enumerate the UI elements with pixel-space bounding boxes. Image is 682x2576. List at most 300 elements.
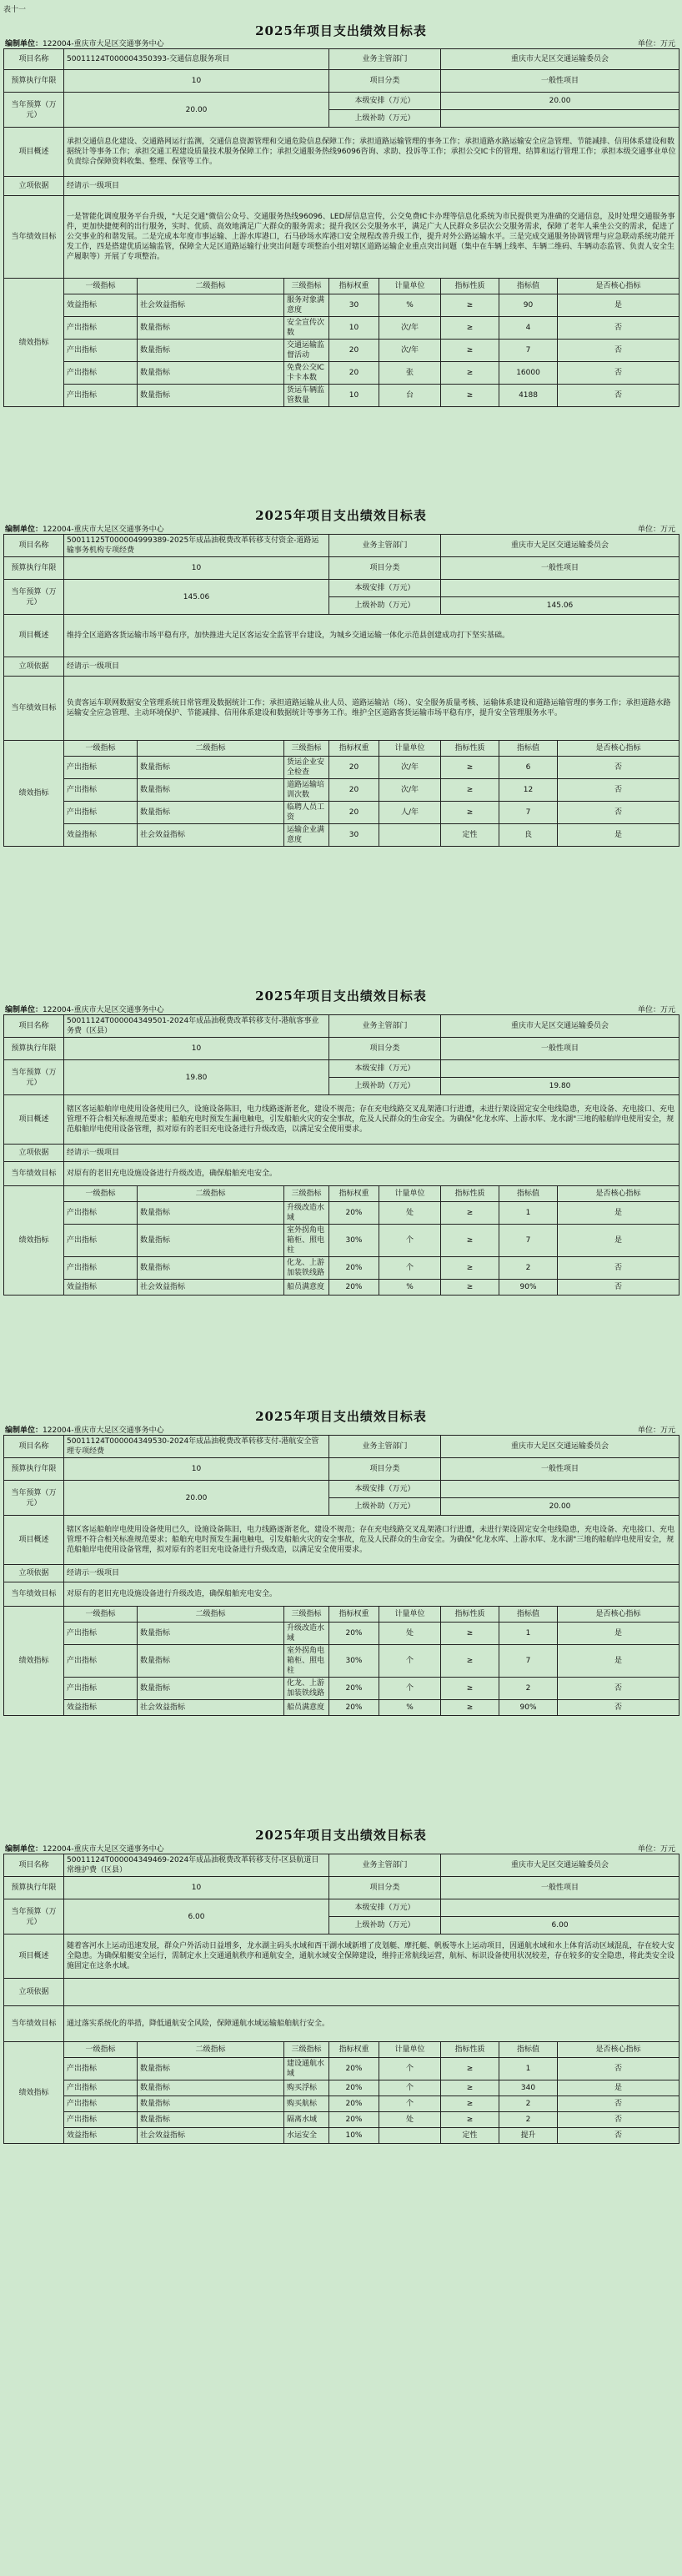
indicator-row — [4, 1623, 679, 1645]
level1-cell: 产出指标 — [64, 1678, 138, 1700]
basis-value: 经请示一级项目 — [64, 1565, 679, 1582]
level1-cell: 效益指标 — [64, 294, 138, 317]
indicator-header-row — [4, 741, 679, 757]
row-project-name — [4, 1436, 679, 1458]
nature-cell: ≥ — [441, 340, 499, 362]
overview-label: 项目概述 — [4, 1095, 64, 1145]
value-cell: 1 — [499, 2058, 558, 2080]
indicator-col-header: 指标权重 — [329, 2042, 379, 2058]
value-cell: 7 — [499, 802, 558, 824]
value-cell: 良 — [499, 824, 558, 847]
level3-cell: 货运车辆监管数量 — [284, 385, 329, 407]
project-name-value: 50011124T000004349469-2024年成品油税费改革转移支付-区县航道日常维护费（区县） — [64, 1854, 329, 1877]
period-value: 10 — [64, 557, 329, 580]
indicator-col-header: 是否核心指标 — [558, 2042, 679, 2058]
performance-table — [3, 1854, 679, 2144]
indicator-row — [4, 1700, 679, 1716]
nature-cell: ≥ — [441, 1678, 499, 1700]
weight-cell: 30% — [329, 1645, 379, 1678]
upper-value — [441, 110, 679, 128]
row-overview — [4, 1516, 679, 1565]
project-name-value: 50011125T000004999389-2025年成品油税费改革转移支付资金-道路运输事务机构专项经费 — [64, 535, 329, 557]
goal-value: 对原有的老旧充电设施设备进行升级改造，确保船舶充电安全。 — [64, 1162, 679, 1186]
unit-cell: 个 — [379, 2080, 441, 2096]
upper-label: 上级补助（万元） — [329, 1498, 441, 1516]
overview-label: 项目概述 — [4, 1935, 64, 1979]
basis-value — [64, 1979, 679, 2006]
indicator-row — [4, 824, 679, 847]
level3-cell: 货运企业安全检查 — [284, 757, 329, 779]
row-period — [4, 1038, 679, 1060]
sheet-meta — [0, 37, 682, 48]
dept-value: 重庆市大足区交通运输委员会 — [441, 535, 679, 557]
sheet-title: 2025年项目支出绩效目标表 — [255, 23, 427, 38]
core-cell: 否 — [558, 779, 679, 802]
performance-sheet — [0, 497, 682, 847]
indicator-col-header: 三级指标 — [284, 279, 329, 294]
category-value: 一般性项目 — [441, 1458, 679, 1481]
compiling-unit — [5, 523, 164, 534]
weight-cell: 10 — [329, 385, 379, 407]
level2-cell: 社会效益指标 — [138, 824, 284, 847]
row-basis — [4, 177, 679, 196]
unit-cell — [379, 2128, 441, 2144]
level2-cell: 数量指标 — [138, 779, 284, 802]
indicator-col-header: 指标值 — [499, 741, 558, 757]
performance-sheet — [0, 13, 682, 407]
nature-cell: ≥ — [441, 1225, 499, 1257]
unit-cell: 张 — [379, 362, 441, 385]
basis-value: 经请示一级项目 — [64, 1145, 679, 1162]
current-label: 本级安排（万元） — [329, 93, 441, 110]
indicator-row — [4, 385, 679, 407]
level2-cell: 数量指标 — [138, 2112, 284, 2128]
goal-value: 通过落实系统化的举措，降低通航安全风险，保障通航水域运输船舶航行安全。 — [64, 2006, 679, 2042]
row-goal — [4, 1582, 679, 1607]
level2-cell: 数量指标 — [138, 1225, 284, 1257]
indicator-col-header: 三级指标 — [284, 1186, 329, 1202]
nature-cell: ≥ — [441, 2112, 499, 2128]
indicator-row — [4, 779, 679, 802]
level2-cell: 数量指标 — [138, 1257, 284, 1280]
level3-cell: 室外拐角电箱柜、照电柱 — [284, 1225, 329, 1257]
indicators-label: 绩效指标 — [4, 1607, 64, 1716]
nature-cell: ≥ — [441, 779, 499, 802]
value-cell: 提升 — [499, 2128, 558, 2144]
goal-label: 当年绩效目标 — [4, 1162, 64, 1186]
project-name-value: 50011124T000004350393-交通信息服务项目 — [64, 49, 329, 70]
weight-cell: 20 — [329, 757, 379, 779]
indicator-header-row — [4, 1186, 679, 1202]
dept-label: 业务主管部门 — [329, 1436, 441, 1458]
upper-label: 上级补助（万元） — [329, 110, 441, 128]
compiling-unit-label: 编制单位： — [5, 39, 43, 48]
level3-cell: 临聘人员工资 — [284, 802, 329, 824]
row-goal — [4, 2006, 679, 2042]
compiling-unit-value: 122004-重庆市大足区交通事务中心 — [43, 1005, 164, 1014]
category-label: 项目分类 — [329, 70, 441, 93]
indicator-col-header: 计量单位 — [379, 741, 441, 757]
nature-cell: ≥ — [441, 385, 499, 407]
performance-sheet — [0, 1817, 682, 2144]
upper-value: 19.80 — [441, 1078, 679, 1095]
compiling-unit — [5, 1424, 164, 1435]
indicator-col-header: 计量单位 — [379, 279, 441, 294]
nature-cell: ≥ — [441, 317, 499, 340]
indicator-row — [4, 2112, 679, 2128]
period-value: 10 — [64, 1877, 329, 1899]
dept-label: 业务主管部门 — [329, 49, 441, 70]
nature-cell: ≥ — [441, 1623, 499, 1645]
row-basis — [4, 1979, 679, 2006]
sheet-title: 2025年项目支出绩效目标表 — [255, 1409, 427, 1424]
level2-cell: 数量指标 — [138, 2080, 284, 2096]
row-goal — [4, 196, 679, 279]
core-cell: 否 — [558, 1257, 679, 1280]
level2-cell: 数量指标 — [138, 1202, 284, 1225]
level3-cell: 道路运输培训次数 — [284, 779, 329, 802]
current-label: 本级安排（万元） — [329, 580, 441, 597]
level3-cell: 室外拐角电箱柜、照电柱 — [284, 1645, 329, 1678]
level3-cell: 升级改造水域 — [284, 1623, 329, 1645]
indicator-row — [4, 2058, 679, 2080]
indicator-col-header: 三级指标 — [284, 2042, 329, 2058]
indicators-label: 绩效指标 — [4, 741, 64, 847]
level1-cell: 产出指标 — [64, 1623, 138, 1645]
level1-cell: 产出指标 — [64, 1225, 138, 1257]
core-cell: 否 — [558, 1678, 679, 1700]
upper-value: 6.00 — [441, 1917, 679, 1935]
unit-cell: % — [379, 1700, 441, 1716]
indicator-col-header: 是否核心指标 — [558, 279, 679, 294]
sheet-meta — [0, 1423, 682, 1435]
weight-cell: 20% — [329, 1280, 379, 1296]
dept-label: 业务主管部门 — [329, 1854, 441, 1877]
budget-value: 145.06 — [64, 580, 329, 615]
indicator-col-header: 指标权重 — [329, 1607, 379, 1623]
core-cell: 否 — [558, 385, 679, 407]
weight-cell: 30% — [329, 1225, 379, 1257]
period-label: 预算执行年限 — [4, 1877, 64, 1899]
value-cell: 90 — [499, 294, 558, 317]
overview-value: 随着客河水上运动迅速发展，群众户外活动日益增多，龙水湖主码头水域和西干湖水域新增了皮划艇、摩托艇、帆板等水上运动项目，因通航水域和水上体育活动区域混乱，存在较大安全隐患。为确保船艇安全运行，需制定水上交通通航秩序和通航安全，通航水域安全保障建设，维持正常航线运营，航标、标识设备使用状况较差，存在较多的安全隐患，将此类安全设施固定在这条水域。 — [64, 1935, 679, 1979]
indicator-col-header: 一级指标 — [64, 2042, 138, 2058]
value-cell: 90% — [499, 1700, 558, 1716]
level1-cell: 产出指标 — [64, 317, 138, 340]
dept-value: 重庆市大足区交通运输委员会 — [441, 1436, 679, 1458]
level2-cell: 社会效益指标 — [138, 1700, 284, 1716]
row-period — [4, 70, 679, 93]
level3-cell: 升级改造水域 — [284, 1202, 329, 1225]
compiling-unit-label: 编制单位： — [5, 1844, 43, 1854]
core-cell: 否 — [558, 340, 679, 362]
value-cell: 2 — [499, 2112, 558, 2128]
indicator-col-header: 是否核心指标 — [558, 1186, 679, 1202]
unit-cell: 次/年 — [379, 757, 441, 779]
current-value — [441, 1899, 679, 1917]
basis-label: 立项依据 — [4, 177, 64, 196]
row-project-name — [4, 1854, 679, 1877]
upper-value: 20.00 — [441, 1498, 679, 1516]
upper-label: 上级补助（万元） — [329, 1917, 441, 1935]
indicator-col-header: 一级指标 — [64, 279, 138, 294]
row-budget — [4, 93, 679, 110]
current-label: 本级安排（万元） — [329, 1899, 441, 1917]
weight-cell: 20% — [329, 1623, 379, 1645]
basis-value: 经请示一级项目 — [64, 657, 679, 677]
indicator-col-header: 三级指标 — [284, 1607, 329, 1623]
nature-cell: ≥ — [441, 294, 499, 317]
upper-label: 上级补助（万元） — [329, 1078, 441, 1095]
level3-cell: 化龙、上游加装铁线路 — [284, 1257, 329, 1280]
value-cell: 90% — [499, 1280, 558, 1296]
nature-cell: ≥ — [441, 2096, 499, 2112]
category-value: 一般性项目 — [441, 1038, 679, 1060]
indicator-row — [4, 340, 679, 362]
unit-cell: % — [379, 1280, 441, 1296]
compiling-unit-label: 编制单位： — [5, 525, 43, 534]
level3-cell: 免费公交IC卡卡本数 — [284, 362, 329, 385]
row-period — [4, 1877, 679, 1899]
project-name-label: 项目名称 — [4, 535, 64, 557]
row-project-name — [4, 535, 679, 557]
goal-value: 一是智能化调度服务平台升级，"大足交通"微信公众号、交通服务热线96096、LED屏信息宣传，公交免费IC卡办理等信息化系统为市民提供更为准确的交通信息，及时处理交通服务事件，更加快捷便利的出行服务，实时、优质、高效地满足广大群众的服务需求；提升我区公交服务水平，满足广大人民群众多层次公交服务需求，保障了老年人乘坐公交的需求，促进了公交事业的和谐发展。二是完成本年度市事运输、上游水库港口，石马砂场水库港口安全规程改善升级工作，提升对外公路运输水平。三是完成交通服务协调管理与应急联动系统功能开发工作，四是搭建优质运输监管，保障全大足区道路运输行业突出问题专项整治小组对辖区道路运输企业重点突出问题（集中在车辆上线率、车辆二维码、车辆动态监管、负责人安全生产履职等）开展了专项整治。 — [64, 196, 679, 279]
unit-cell: 个 — [379, 1645, 441, 1678]
value-cell: 340 — [499, 2080, 558, 2096]
category-label: 项目分类 — [329, 1038, 441, 1060]
indicator-row — [4, 1202, 679, 1225]
indicator-col-header: 指标性质 — [441, 1607, 499, 1623]
dept-value: 重庆市大足区交通运输委员会 — [441, 1854, 679, 1877]
row-overview — [4, 615, 679, 657]
upper-value: 145.06 — [441, 597, 679, 615]
period-label: 预算执行年限 — [4, 70, 64, 93]
level2-cell: 社会效益指标 — [138, 2128, 284, 2144]
category-label: 项目分类 — [329, 557, 441, 580]
level2-cell: 社会效益指标 — [138, 294, 284, 317]
nature-cell: ≥ — [441, 757, 499, 779]
unit-cell: 次/年 — [379, 779, 441, 802]
upper-label: 上级补助（万元） — [329, 597, 441, 615]
core-cell: 否 — [558, 2128, 679, 2144]
indicator-row — [4, 1225, 679, 1257]
current-label: 本级安排（万元） — [329, 1481, 441, 1498]
core-cell: 是 — [558, 1202, 679, 1225]
indicator-col-header: 一级指标 — [64, 1186, 138, 1202]
level2-cell: 数量指标 — [138, 1645, 284, 1678]
period-value: 10 — [64, 70, 329, 93]
goal-label: 当年绩效目标 — [4, 2006, 64, 2042]
row-basis — [4, 1565, 679, 1582]
budget-label: 当年预算（万元） — [4, 1481, 64, 1516]
level1-cell: 产出指标 — [64, 385, 138, 407]
value-cell: 7 — [499, 1645, 558, 1678]
unit-label: 单位：万元 — [637, 1005, 675, 1014]
indicators-label: 绩效指标 — [4, 279, 64, 407]
level3-cell: 建设通航水域 — [284, 2058, 329, 2080]
level1-cell: 产出指标 — [64, 2112, 138, 2128]
indicator-header-row — [4, 1607, 679, 1623]
compiling-unit-value: 122004-重庆市大足区交通事务中心 — [43, 39, 164, 48]
category-value: 一般性项目 — [441, 1877, 679, 1899]
level3-cell: 购买浮标 — [284, 2080, 329, 2096]
level1-cell: 产出指标 — [64, 757, 138, 779]
unit-cell: % — [379, 294, 441, 317]
weight-cell: 20 — [329, 362, 379, 385]
weight-cell: 20% — [329, 2058, 379, 2080]
level1-cell: 产出指标 — [64, 2096, 138, 2112]
budget-label: 当年预算（万元） — [4, 580, 64, 615]
compiling-unit-value: 122004-重庆市大足区交通事务中心 — [43, 1426, 164, 1435]
row-basis — [4, 657, 679, 677]
goal-label: 当年绩效目标 — [4, 677, 64, 741]
row-budget — [4, 580, 679, 597]
nature-cell: 定性 — [441, 824, 499, 847]
project-name-label: 项目名称 — [4, 49, 64, 70]
level1-cell: 产出指标 — [64, 1257, 138, 1280]
indicator-row — [4, 1280, 679, 1296]
indicator-col-header: 一级指标 — [64, 1607, 138, 1623]
goal-label: 当年绩效目标 — [4, 196, 64, 279]
value-cell: 1 — [499, 1623, 558, 1645]
level2-cell: 数量指标 — [138, 2058, 284, 2080]
period-value: 10 — [64, 1038, 329, 1060]
core-cell: 否 — [558, 802, 679, 824]
indicator-row — [4, 2080, 679, 2096]
compiling-unit-value: 122004-重庆市大足区交通事务中心 — [43, 525, 164, 534]
indicator-row — [4, 317, 679, 340]
indicator-col-header: 指标值 — [499, 1186, 558, 1202]
budget-label: 当年预算（万元） — [4, 1060, 64, 1095]
overview-label: 项目概述 — [4, 128, 64, 177]
performance-table — [3, 534, 679, 847]
row-project-name — [4, 49, 679, 70]
project-name-value: 50011124T000004349501-2024年成品油税费改革转移支付-港航客事业务费（区县） — [64, 1015, 329, 1038]
value-cell: 2 — [499, 1257, 558, 1280]
unit-cell: 次/年 — [379, 317, 441, 340]
basis-label: 立项依据 — [4, 1565, 64, 1582]
budget-value: 20.00 — [64, 1481, 329, 1516]
weight-cell: 20 — [329, 340, 379, 362]
level3-cell: 交通运输监督活动 — [284, 340, 329, 362]
compiling-unit — [5, 1843, 164, 1854]
indicator-header-row — [4, 279, 679, 294]
unit-cell: 处 — [379, 1623, 441, 1645]
level1-cell: 产出指标 — [64, 340, 138, 362]
performance-table — [3, 1435, 679, 1716]
budget-label: 当年预算（万元） — [4, 93, 64, 128]
core-cell: 否 — [558, 2112, 679, 2128]
current-value — [441, 1060, 679, 1078]
budget-value: 19.80 — [64, 1060, 329, 1095]
unit-cell: 处 — [379, 2112, 441, 2128]
value-cell: 6 — [499, 757, 558, 779]
indicator-col-header: 二级指标 — [138, 279, 284, 294]
overview-label: 项目概述 — [4, 615, 64, 657]
level1-cell: 效益指标 — [64, 1280, 138, 1296]
indicator-col-header: 指标值 — [499, 2042, 558, 2058]
value-cell: 12 — [499, 779, 558, 802]
weight-cell: 20% — [329, 2112, 379, 2128]
basis-label: 立项依据 — [4, 1145, 64, 1162]
indicators-label: 绩效指标 — [4, 2042, 64, 2144]
indicator-col-header: 是否核心指标 — [558, 741, 679, 757]
level2-cell: 社会效益指标 — [138, 1280, 284, 1296]
weight-cell: 30 — [329, 294, 379, 317]
value-cell: 2 — [499, 1678, 558, 1700]
indicator-col-header: 指标权重 — [329, 1186, 379, 1202]
nature-cell: 定性 — [441, 2128, 499, 2144]
dept-value: 重庆市大足区交通运输委员会 — [441, 1015, 679, 1038]
indicator-row — [4, 1645, 679, 1678]
level2-cell: 数量指标 — [138, 757, 284, 779]
core-cell: 是 — [558, 1225, 679, 1257]
budget-value: 6.00 — [64, 1899, 329, 1935]
row-budget — [4, 1481, 679, 1498]
indicator-header-row — [4, 2042, 679, 2058]
core-cell: 否 — [558, 317, 679, 340]
category-value: 一般性项目 — [441, 557, 679, 580]
weight-cell: 20% — [329, 2080, 379, 2096]
level3-cell: 运输企业满意度 — [284, 824, 329, 847]
nature-cell: ≥ — [441, 1700, 499, 1716]
indicator-col-header: 指标值 — [499, 279, 558, 294]
nature-cell: ≥ — [441, 2080, 499, 2096]
level1-cell: 产出指标 — [64, 779, 138, 802]
level1-cell: 效益指标 — [64, 824, 138, 847]
dept-label: 业务主管部门 — [329, 535, 441, 557]
core-cell: 否 — [558, 2096, 679, 2112]
level3-cell: 隔离水域 — [284, 2112, 329, 2128]
level1-cell: 效益指标 — [64, 1700, 138, 1716]
row-period — [4, 557, 679, 580]
project-name-label: 项目名称 — [4, 1436, 64, 1458]
level2-cell: 数量指标 — [138, 385, 284, 407]
weight-cell: 20% — [329, 1202, 379, 1225]
indicator-col-header: 指标权重 — [329, 279, 379, 294]
nature-cell: ≥ — [441, 1202, 499, 1225]
indicator-col-header: 二级指标 — [138, 2042, 284, 2058]
unit-cell: 个 — [379, 2058, 441, 2080]
weight-cell: 10% — [329, 2128, 379, 2144]
budget-value: 20.00 — [64, 93, 329, 128]
period-label: 预算执行年限 — [4, 557, 64, 580]
goal-label: 当年绩效目标 — [4, 1582, 64, 1607]
core-cell: 否 — [558, 757, 679, 779]
row-overview — [4, 1935, 679, 1979]
core-cell: 否 — [558, 1280, 679, 1296]
compiling-unit-value: 122004-重庆市大足区交通事务中心 — [43, 1844, 164, 1854]
compiling-unit-label: 编制单位： — [5, 1426, 43, 1435]
nature-cell: ≥ — [441, 1257, 499, 1280]
page-label: 表十一 — [3, 6, 27, 14]
level3-cell: 化龙、上游加装铁线路 — [284, 1678, 329, 1700]
level3-cell: 购买航标 — [284, 2096, 329, 2112]
compiling-unit-label: 编制单位： — [5, 1005, 43, 1014]
period-value: 10 — [64, 1458, 329, 1481]
weight-cell: 20 — [329, 779, 379, 802]
sheet-meta — [0, 1003, 682, 1014]
goal-value: 对原有的老旧充电设施设备进行升级改造，确保船舶充电安全。 — [64, 1582, 679, 1607]
nature-cell: ≥ — [441, 362, 499, 385]
value-cell: 16000 — [499, 362, 558, 385]
level3-cell: 船员满意度 — [284, 1700, 329, 1716]
core-cell: 是 — [558, 824, 679, 847]
project-name-label: 项目名称 — [4, 1015, 64, 1038]
level1-cell: 产出指标 — [64, 1202, 138, 1225]
dept-value: 重庆市大足区交通运输委员会 — [441, 49, 679, 70]
unit-cell: 个 — [379, 1257, 441, 1280]
